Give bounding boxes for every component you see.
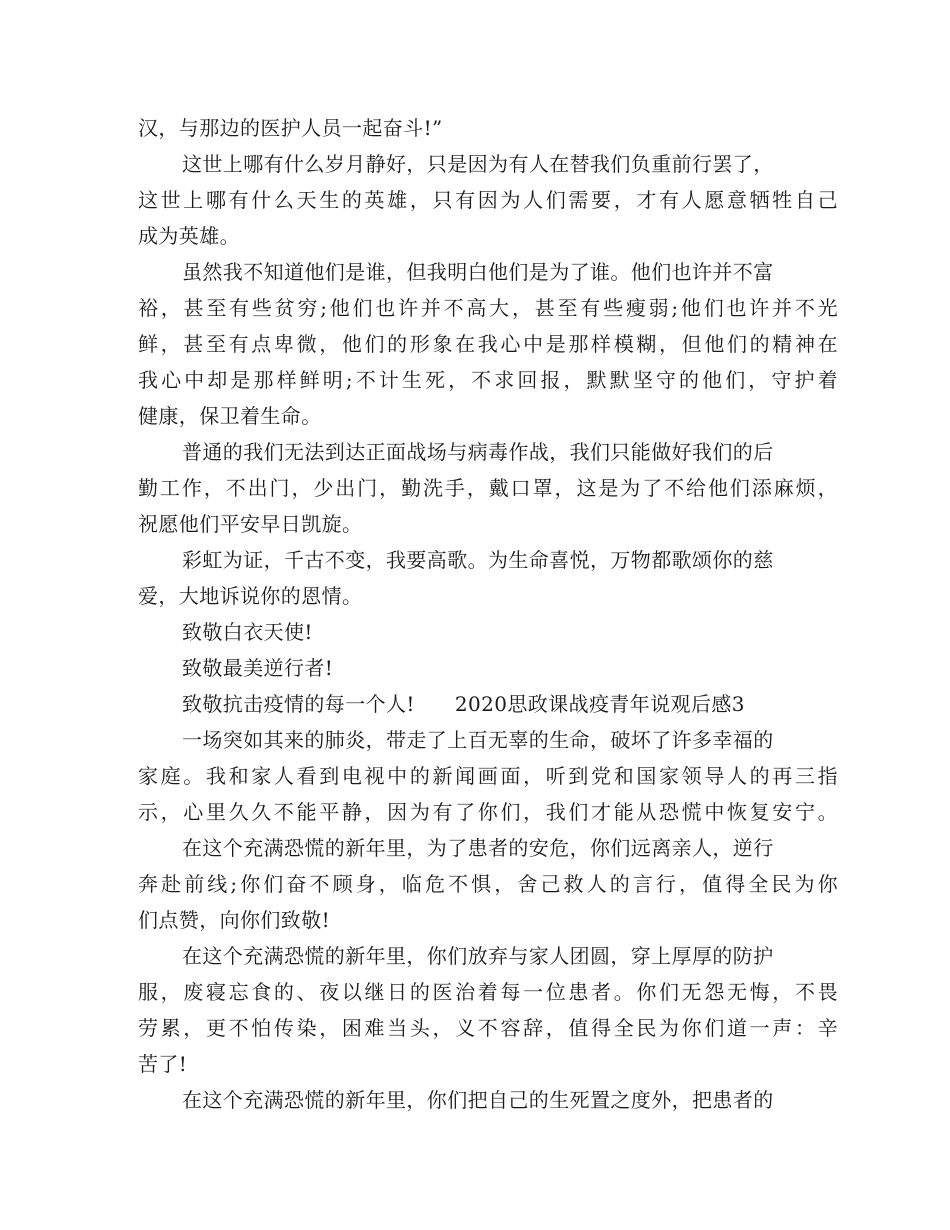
text-line: 勤工作，不出门，少出门，勤洗手，戴口罩，这是为了不给他们添麻烦， xyxy=(138,476,838,500)
text-line: 示，心里久久不能平静，因为有了你们，我们才能从恐慌中恢复安宁。 xyxy=(138,800,838,824)
text-line: 虽然我不知道他们是谁，但我明白他们是为了谁。他们也许并不富 xyxy=(182,260,774,284)
text-line: 在这个充满恐慌的新年里，你们放弃与家人团圆，穿上厚厚的防护 xyxy=(182,944,774,968)
text-line: 彩虹为证，千古不变，我要高歌。为生命喜悦，万物都歌颂你的慈 xyxy=(182,548,774,572)
closing-salute: 致敬抗击疫情的每一个人! xyxy=(182,692,415,716)
text-line: 致敬最美逆行者! xyxy=(182,656,334,680)
text-line: 服，废寝忘食的、夜以继日的医治着每一位患者。你们无怨无悔，不畏 xyxy=(138,980,838,1004)
text-line: 普通的我们无法到达正面战场与病毒作战，我们只能做好我们的后 xyxy=(182,440,774,464)
text-line: 裕，甚至有些贫穷;他们也许并不高大，甚至有些瘦弱;他们也许并不光 xyxy=(138,296,838,320)
text-line: 一场突如其来的肺炎，带走了上百无辜的生命，破坏了许多幸福的 xyxy=(182,728,774,752)
text-line: 在这个充满恐慌的新年里，为了患者的安危，你们远离亲人，逆行 xyxy=(182,836,774,860)
text-line: 汉，与那边的医护人员一起奋斗!” xyxy=(138,116,443,140)
text-line xyxy=(138,686,838,722)
text-line: 奔赴前线;你们奋不顾身，临危不惧，舍己救人的言行，值得全民为你 xyxy=(138,872,838,896)
text-line: 家庭。我和家人看到电视中的新闻画面，听到党和国家领导人的再三指 xyxy=(138,764,838,788)
section-heading: 2020思政课战疫青年说观后感3 xyxy=(454,692,745,716)
text-line: 鲜，甚至有点卑微，他们的形象在我心中是那样模糊，但他们的精神在 xyxy=(138,332,838,356)
text-line: 健康，保卫着生命。 xyxy=(138,404,322,428)
text-line: 在这个充满恐慌的新年里，你们把自己的生死置之度外，把患者的 xyxy=(182,1088,774,1112)
text-line: 苦了! xyxy=(138,1052,188,1076)
text-line: 我心中却是那样鲜明;不计生死，不求回报，默默坚守的他们，守护着 xyxy=(138,368,838,392)
document-body xyxy=(138,110,838,1118)
text-line: 成为英雄。 xyxy=(138,224,240,248)
text-line: 祝愿他们平安早日凯旋。 xyxy=(138,512,363,536)
text-line: 这世上哪有什么岁月静好，只是因为有人在替我们负重前行罢了， xyxy=(182,152,774,176)
text-line: 爱，大地诉说你的恩情。 xyxy=(138,584,363,608)
text-line: 致敬白衣天使! xyxy=(182,620,313,644)
text-line: 们点赞，向你们致敬! xyxy=(138,908,331,932)
text-line: 劳累，更不怕传染，困难当头，义不容辞，值得全民为你们道一声：辛 xyxy=(138,1016,838,1040)
text-line: 这世上哪有什么天生的英雄，只有因为人们需要，才有人愿意牺牲自己 xyxy=(138,188,838,212)
